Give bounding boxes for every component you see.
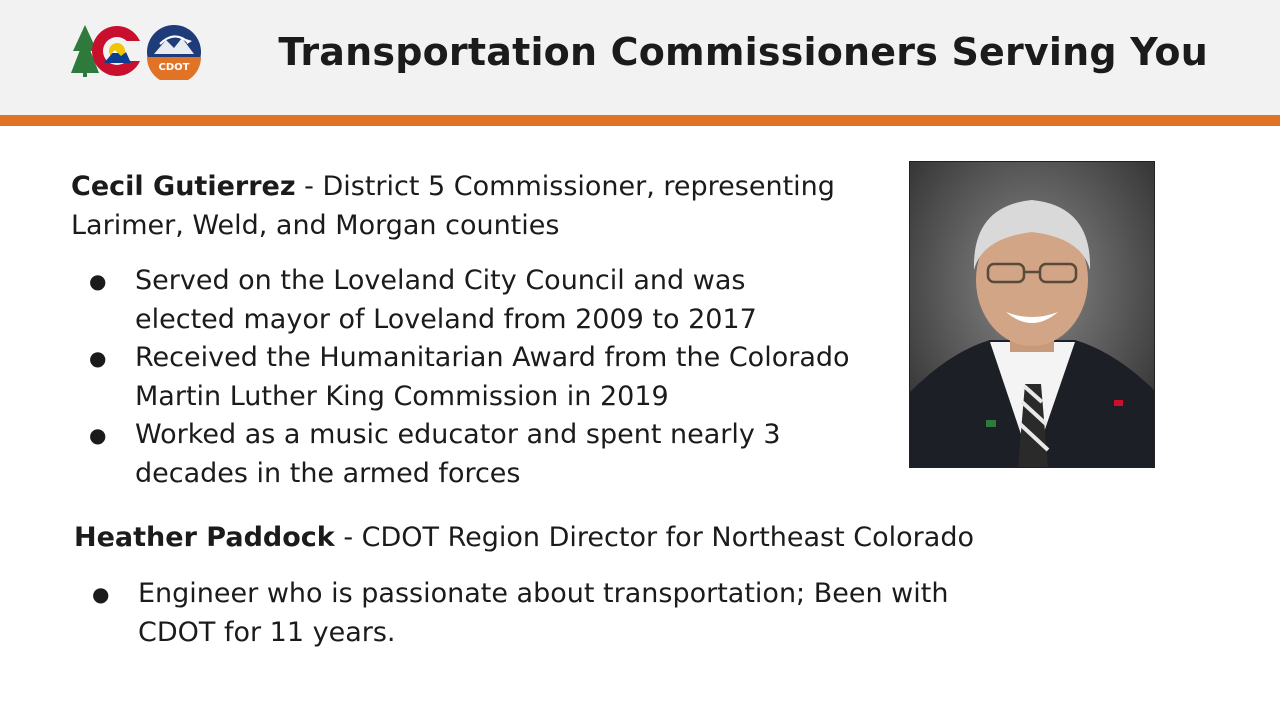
bullet-icon: ● (89, 269, 107, 293)
list-item: ● Worked as a music educator and spent nearly 3 decades in the armed forces (71, 416, 851, 493)
cdot-logo-icon (146, 24, 202, 80)
commissioner-heading (71, 167, 891, 245)
commissioner-role: - District 5 Commissioner, representing Larimer, Weld, and Morgan counties (71, 171, 835, 241)
list-item: ● Received the Humanitarian Award from the Colorado Martin Luther King Commission in 2019 (71, 339, 851, 416)
bullet-icon: ● (89, 346, 107, 370)
page-title: Transportation Commissioners Serving You (278, 30, 1208, 74)
list-item: ● Engineer who is passionate about transportation; Been with CDOT for 11 years. (74, 575, 1024, 652)
commissioner-photo (909, 161, 1155, 468)
portrait-image (910, 162, 1154, 467)
bullet-icon: ● (89, 423, 107, 447)
header-accent-bar (0, 115, 1280, 126)
colorado-logo-icon (71, 23, 143, 79)
director-role: - CDOT Region Director for Northeast Colorado (334, 522, 974, 553)
director-name: Heather Paddock (74, 522, 335, 553)
director-heading (74, 518, 1174, 557)
cdot-logo-text: CDOT (158, 62, 190, 73)
director-bullets (74, 575, 1024, 652)
list-item: ● Served on the Loveland City Council and was elected mayor of Loveland from 2009 to 2017 (71, 262, 851, 339)
commissioner-name: Cecil Gutierrez (71, 171, 296, 202)
bullet-icon: ● (92, 582, 110, 606)
commissioner-bullets (71, 262, 851, 493)
